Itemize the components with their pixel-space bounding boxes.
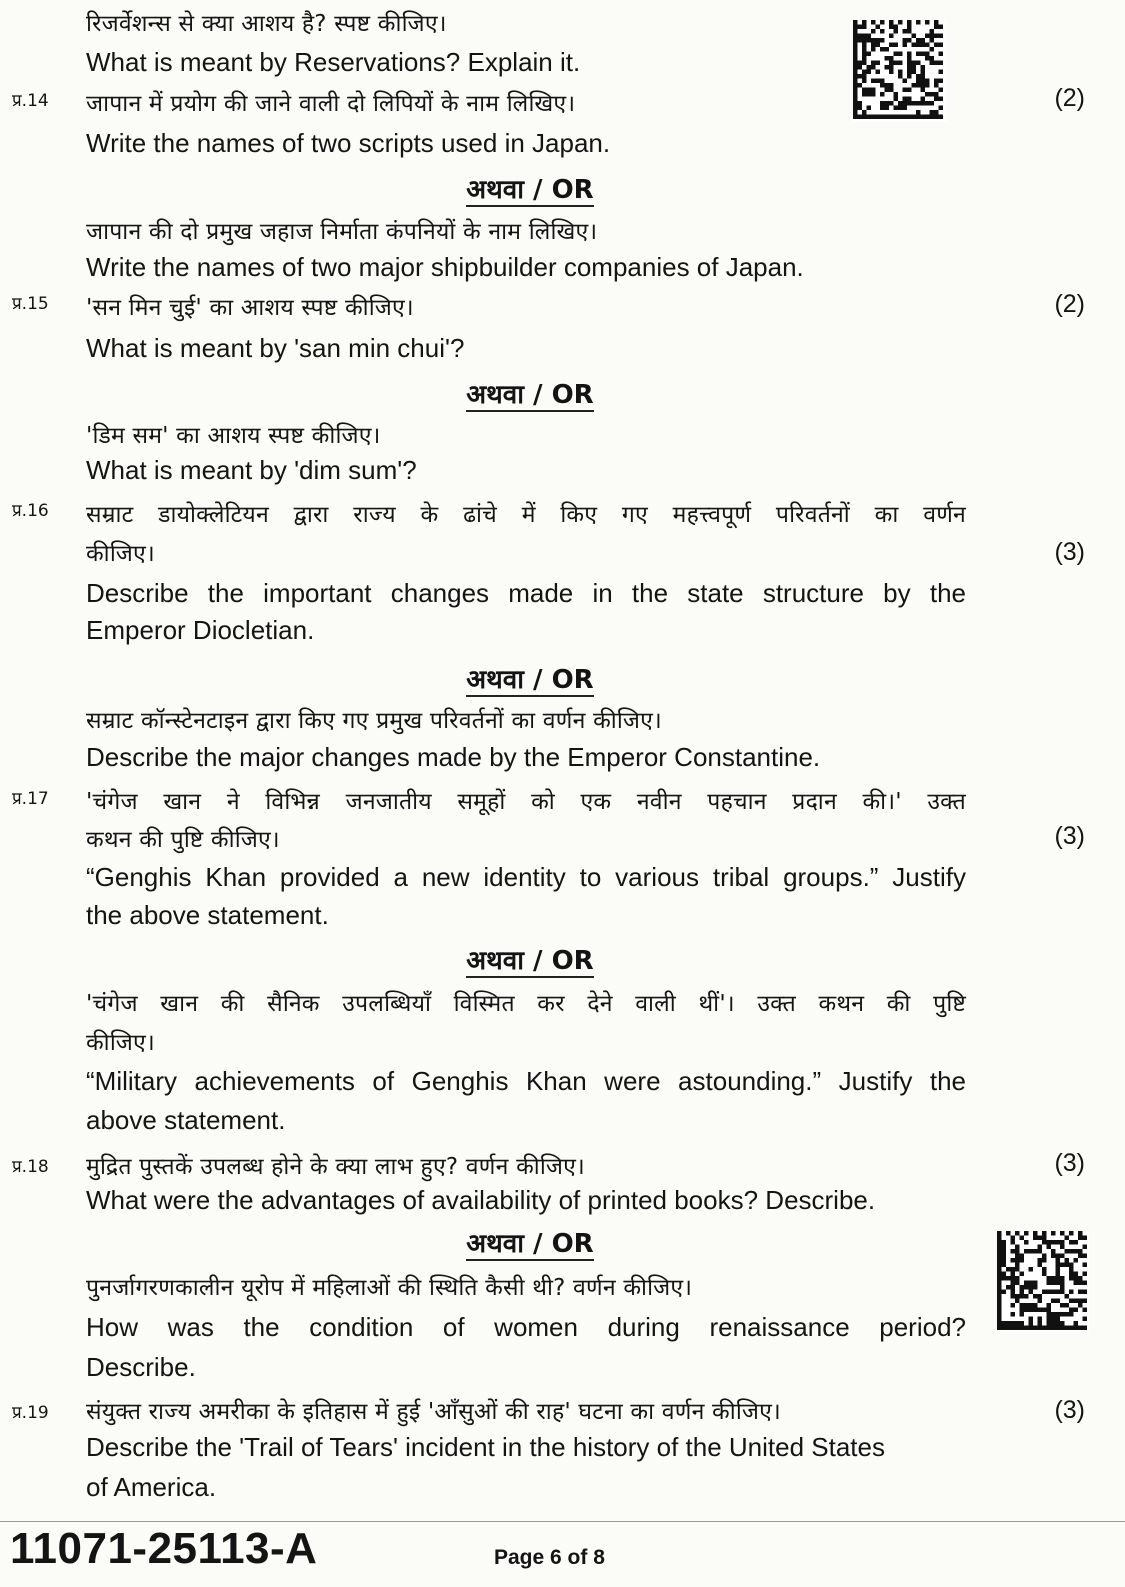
q13-hindi-line: रिजर्वेशन्स से क्या आशय है? स्पष्ट कीजिए। — [86, 11, 447, 37]
q14-or-english-line: Write the names of two major shipbuilder companies of Japan. — [86, 252, 804, 282]
q17-or-english-line-1: “Military achievements of Genghis Khan were astounding.” Justify the — [86, 1066, 966, 1096]
question-number-16: प्र.16 — [12, 501, 49, 521]
q15-hindi-line: 'सन मिन चुई' का आशय स्पष्ट कीजिए। — [86, 295, 414, 321]
q14-hindi-line: जापान में प्रयोग की जाने वाली दो लिपियों के नाम लिखिए। — [86, 91, 576, 117]
q19-english-line-1: Describe the 'Trail of Tears' incident in the history of the United States — [86, 1432, 885, 1462]
footer-divider — [0, 1521, 1125, 1522]
q16-english-line-2: Emperor Diocletian. — [86, 615, 315, 645]
q17-english-line-2: the above statement. — [86, 900, 329, 930]
q18-or-english-line-1: How was the condition of women during renaissance period? — [86, 1312, 966, 1342]
q18-or-hindi-line: पुनर्जागरणकालीन यूरोप में महिलाओं की स्थिति कैसी थी? वर्णन कीजिए। — [86, 1275, 693, 1301]
q18-or-english-line-2: Describe. — [86, 1352, 196, 1382]
or-divider: अथवा / OR — [466, 946, 594, 976]
marks-q14: (2) — [1054, 84, 1085, 112]
q19-hindi-line: संयुक्त राज्य अमरीका के इतिहास में हुई 'आँसुओं की राह' घटना का वर्णन कीजिए। — [86, 1399, 781, 1425]
q16-hindi-line-1: सम्राट डायोक्लेटियन द्वारा राज्य के ढांचे में किए गए महत्त्वपूर्ण परिवर्तनों का वर्णन — [86, 502, 966, 528]
question-number-18: प्र.18 — [12, 1157, 49, 1177]
q18-hindi-line: मुद्रित पुस्तकें उपलब्ध होने के क्या लाभ हुए? वर्णन कीजिए। — [86, 1154, 585, 1180]
question-number-14: प्र.14 — [12, 91, 49, 111]
paper-code: 11071-25113-A — [10, 1524, 318, 1573]
marks-q18: (3) — [1054, 1149, 1085, 1177]
q16-or-hindi-line: सम्राट कॉन्स्टेनटाइन द्वारा किए गए प्रमुख परिवर्तनों का वर्णन कीजिए। — [86, 708, 662, 734]
q17-or-english-line-2: above statement. — [86, 1105, 286, 1135]
question-number-17: प्र.17 — [12, 789, 49, 809]
q18-english-line: What were the advantages of availability of printed books? Describe. — [86, 1185, 876, 1215]
question-number-15: प्र.15 — [12, 294, 49, 314]
or-divider: अथवा / OR — [466, 380, 594, 410]
q16-english-line-1: Describe the important changes made in the state structure by the — [86, 578, 966, 608]
q15-english-line: What is meant by 'san min chui'? — [86, 333, 465, 363]
q19-english-line-2: of America. — [86, 1472, 217, 1502]
qr-code-top — [853, 20, 947, 122]
q15-or-english-line: What is meant by 'dim sum'? — [86, 455, 417, 485]
q15-or-hindi-line: 'डिम सम' का आशय स्पष्ट कीजिए। — [86, 423, 381, 449]
q17-hindi-line-2: कथन की पुष्टि कीजिए। — [86, 827, 280, 853]
q17-english-line-1: “Genghis Khan provided a new identity to various tribal groups.” Justify — [86, 862, 966, 892]
or-divider: अथवा / OR — [466, 175, 594, 205]
or-divider: अथवा / OR — [466, 665, 594, 695]
question-number-19: प्र.19 — [12, 1403, 49, 1423]
q17-hindi-line-1: 'चंगेज खान ने विभिन्न जनजातीय समूहों को एक नवीन पहचान प्रदान की।' उक्त — [86, 789, 966, 815]
page-number: Page 6 of 8 — [494, 1546, 605, 1569]
q14-or-hindi-line: जापान की दो प्रमुख जहाज निर्माता कंपनियों के नाम लिखिए। — [86, 219, 598, 245]
marks-q17: (3) — [1054, 822, 1085, 850]
or-divider: अथवा / OR — [466, 1229, 594, 1259]
q14-english-line: Write the names of two scripts used in Japan. — [86, 128, 611, 158]
marks-q19: (3) — [1054, 1396, 1085, 1424]
q16-or-english-line: Describe the major changes made by the Emperor Constantine. — [86, 742, 821, 772]
marks-q15: (2) — [1054, 290, 1085, 318]
q17-or-hindi-line-2: कीजिए। — [86, 1030, 155, 1056]
q17-or-hindi-line-1: 'चंगेज खान की सैनिक उपलब्धियाँ विस्मित कर देने वाली थीं'। उक्त कथन की पुष्टि — [86, 991, 966, 1017]
q13-english-line: What is meant by Reservations? Explain it. — [86, 47, 581, 77]
marks-q16: (3) — [1054, 538, 1085, 566]
q16-hindi-line-2: कीजिए। — [86, 541, 155, 567]
